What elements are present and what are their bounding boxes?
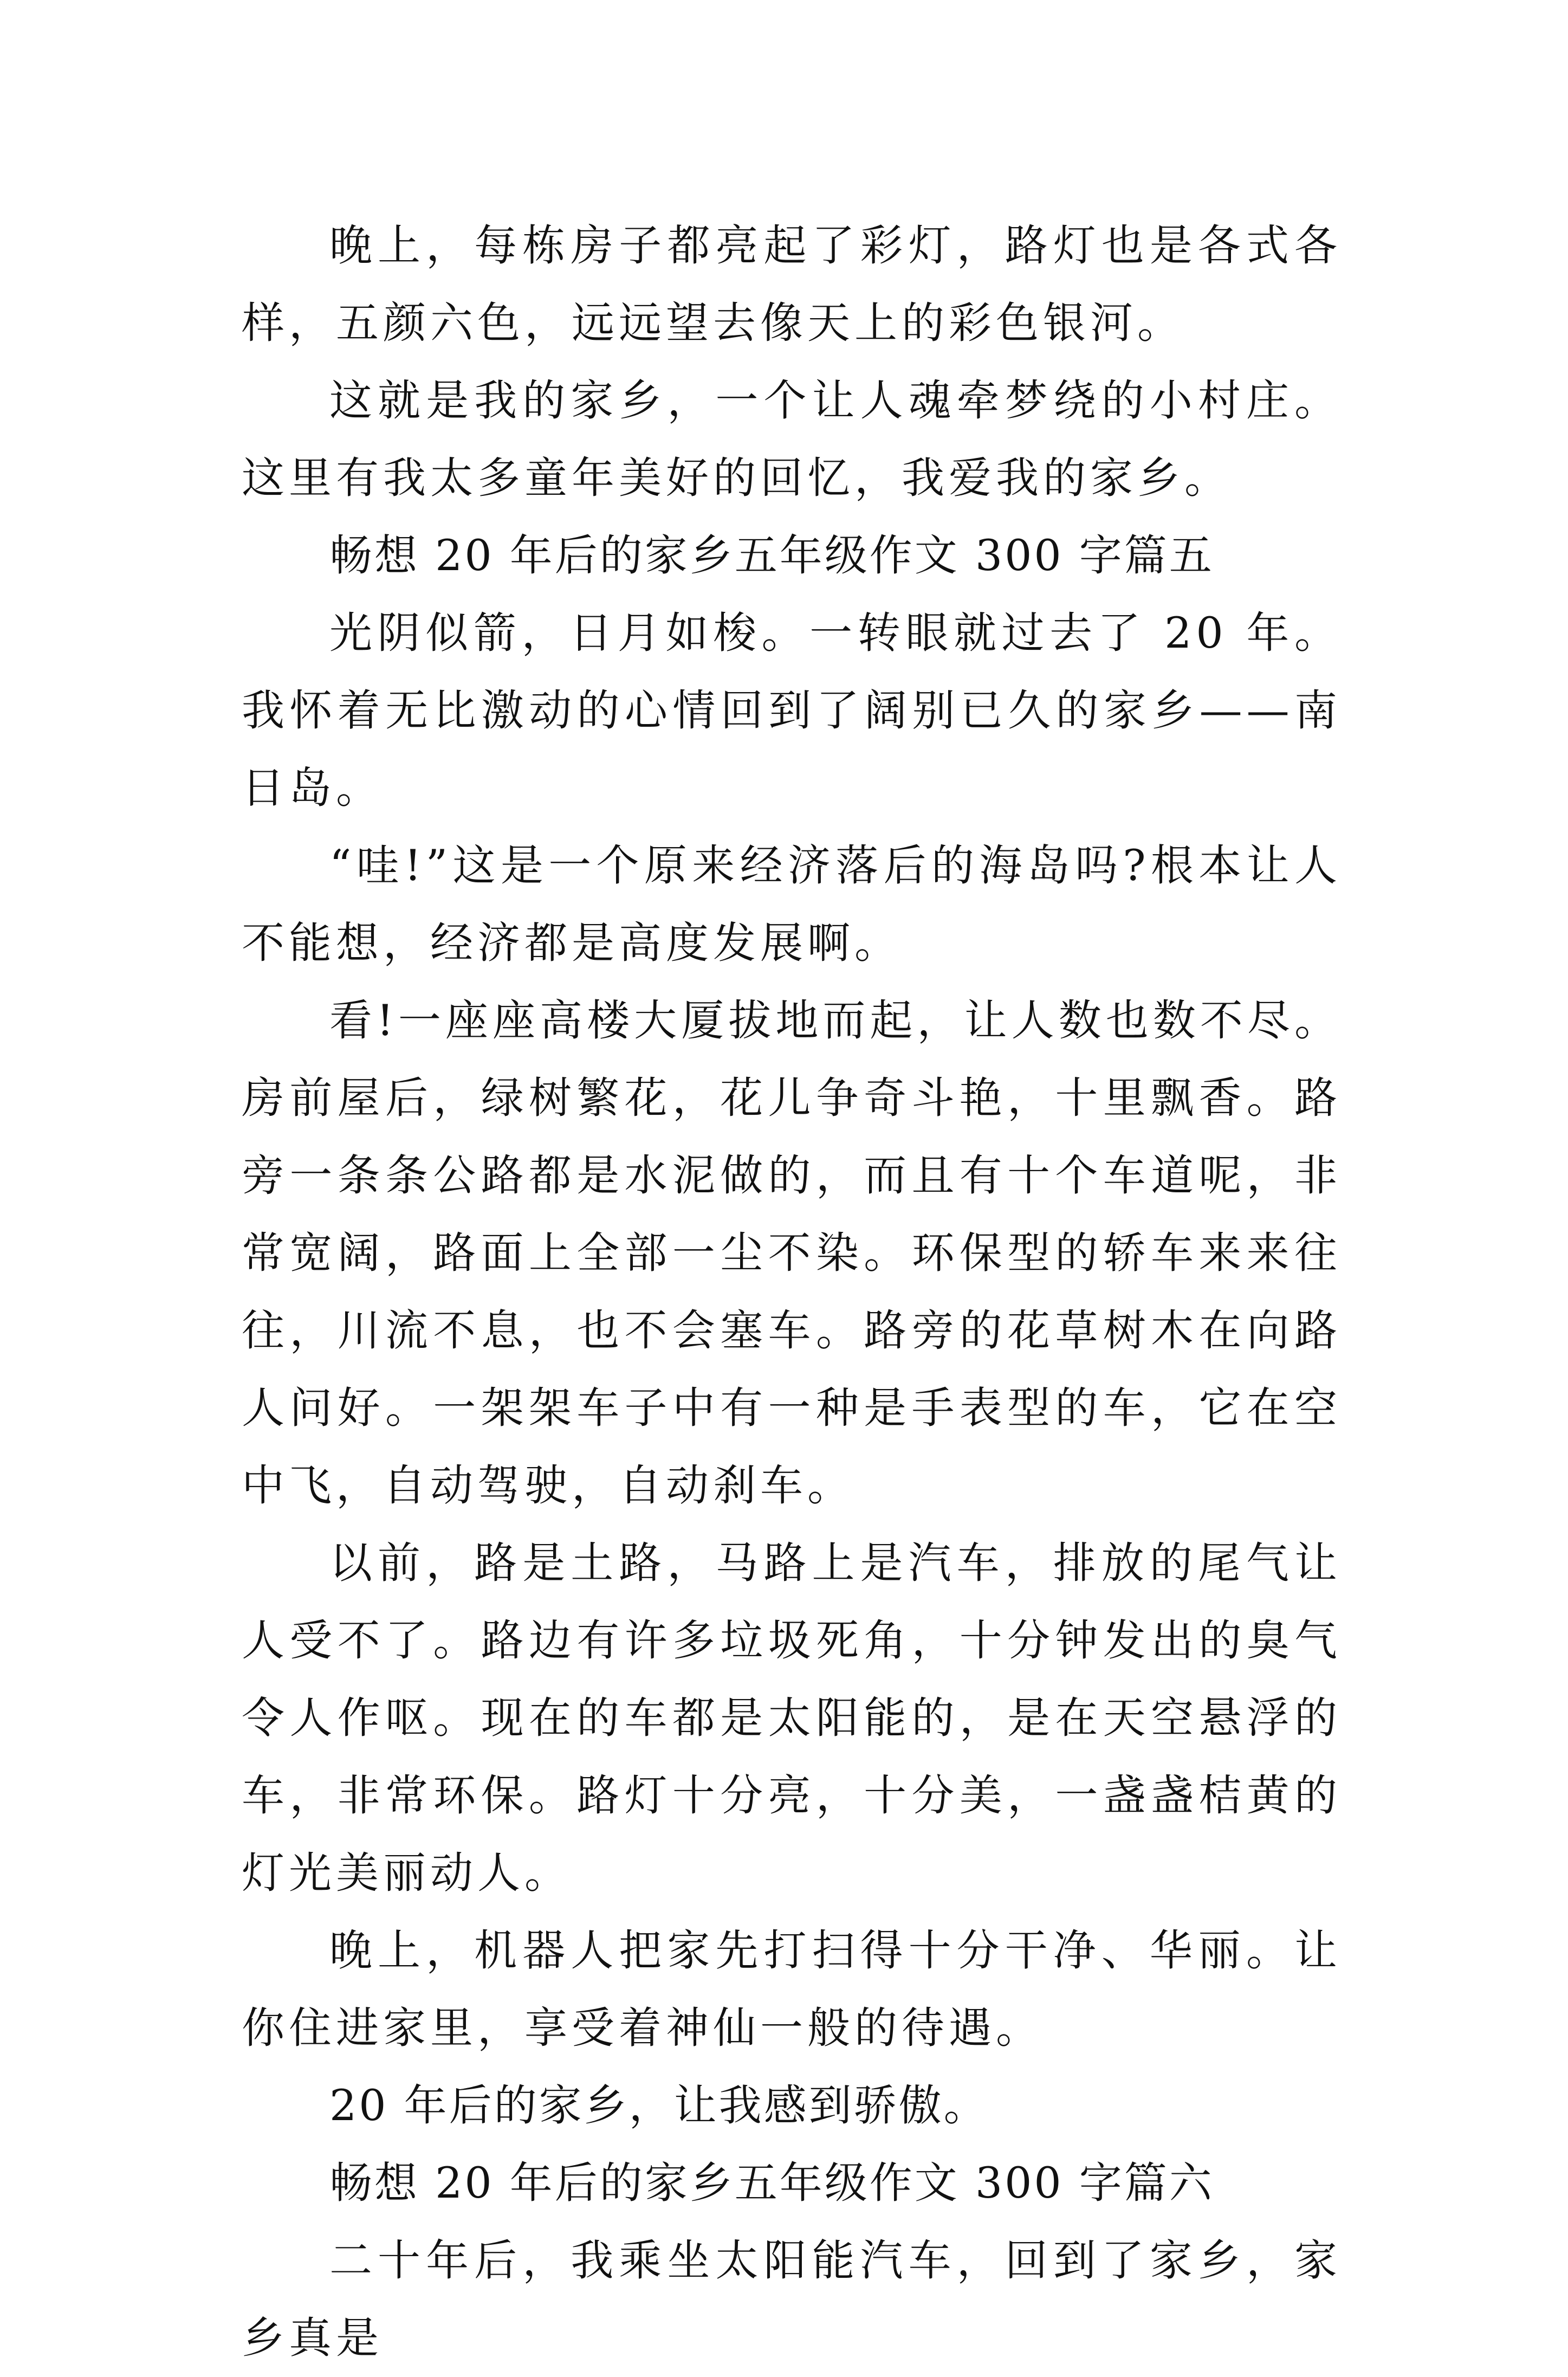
paragraph-tall-buildings: 看!一座座高楼大厦拔地而起，让人数也数不尽。房前屋后，绿树繁花，花儿争奇斗艳，十里飘香。路旁一条条公路都是水泥做的，而且有十个车道呢，非常宽阔，路面上全部一尘不染。环保型的轿车来来往往，川流不息，也不会塞车。路旁的花草树木在向路人问好。一架架车子中有一种是手表型的车，它在空中飞，自动驾驶，自动刹车。 <box>242 996 1342 1510</box>
paragraph-twenty-years-later: 二十年后，我乘坐太阳能汽车，回到了家乡，家乡真是 <box>242 2236 1342 2363</box>
section-heading-part-six: 畅想 20 年后的家乡五年级作文 300 字篇六 <box>329 2158 1214 2208</box>
paragraph-hometown-village: 这就是我的家乡，一个让人魂牵梦绕的小村庄。这里有我太多童年美好的回忆，我爱我的家乡。 <box>242 376 1342 503</box>
paragraph-robot-cleaning: 晚上，机器人把家先打扫得十分干净、华丽。让你住进家里，享受着神仙一般的待遇。 <box>242 1926 1342 2053</box>
paragraph-time-flies: 光阴似箭，日月如梭。一转眼就过去了 20 年。我怀着无比激动的心情回到了阔别已久的家乡——南日岛。 <box>242 608 1342 813</box>
paragraph-proud-hometown: 20 年后的家乡，让我感到骄傲。 <box>329 2081 989 2130</box>
paragraph-wow-island: “哇!”这是一个原来经济落后的海岛吗?根本让人不能想，经济都是高度发展啊。 <box>242 841 1342 968</box>
section-heading-part-five: 畅想 20 年后的家乡五年级作文 300 字篇五 <box>329 531 1214 580</box>
document-body <box>242 207 1342 2377</box>
paragraph-night-lights: 晚上，每栋房子都亮起了彩灯，路灯也是各式各样，五颜六色，远远望去像天上的彩色银河。 <box>242 221 1342 348</box>
paragraph-past-roads: 以前，路是土路，马路上是汽车，排放的尾气让人受不了。路边有许多垃圾死角，十分钟发出的臭气令人作呕。现在的车都是太阳能的，是在天空悬浮的车，非常环保。路灯十分亮，十分美，一盏盏桔黄的灯光美丽动人。 <box>242 1538 1342 1898</box>
